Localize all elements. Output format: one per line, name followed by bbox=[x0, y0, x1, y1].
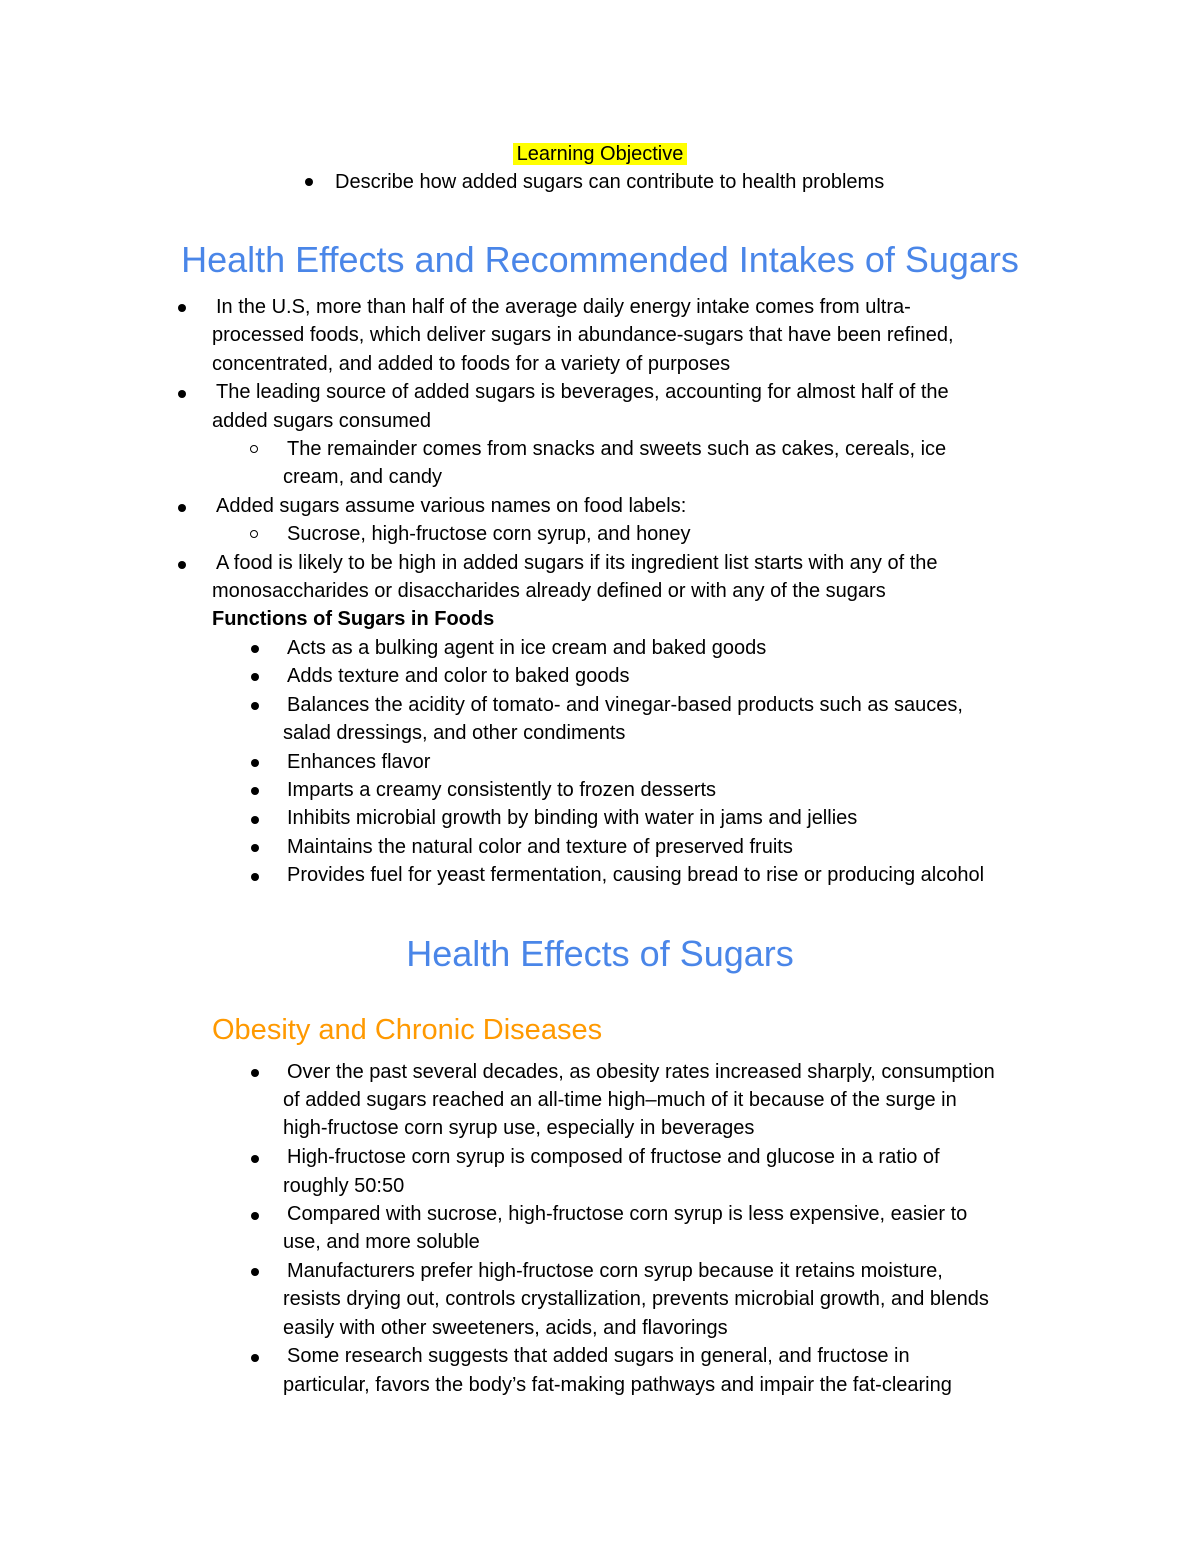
learning-objective-title: Learning Objective bbox=[0, 141, 1200, 167]
bullet-icon bbox=[251, 673, 259, 681]
list-item-line: Over the past several decades, as obesity rates increased sharply, consumption bbox=[287, 1061, 995, 1083]
list-item-line: concentrated, and added to foods for a variety of purposes bbox=[212, 353, 731, 375]
list-item-line: easily with other sweeteners, acids, and flavorings bbox=[283, 1317, 728, 1339]
list-item-line: high-fructose corn syrup use, especially in beverages bbox=[283, 1117, 755, 1139]
list-item-line: The leading source of added sugars is beverages, accounting for almost half of the bbox=[216, 381, 949, 403]
sub-bullet-icon bbox=[250, 530, 258, 538]
bullet-icon bbox=[251, 1155, 259, 1163]
list-item-line: resists drying out, controls crystallization, prevents microbial growth, and blends bbox=[283, 1288, 989, 1310]
function-item: Provides fuel for yeast fermentation, causing bread to rise or producing alcohol bbox=[287, 864, 985, 886]
function-item: Enhances flavor bbox=[287, 751, 431, 773]
list-item-line: of added sugars reached an all-time high–much of it because of the surge in bbox=[283, 1089, 957, 1111]
list-item-line: added sugars consumed bbox=[212, 410, 432, 432]
list-item-line: particular, favors the body’s fat-making pathways and impair the fat-clearing bbox=[283, 1374, 952, 1396]
bullet-icon bbox=[251, 873, 259, 881]
bullet-icon bbox=[178, 304, 186, 312]
functions-title: Functions of Sugars in Foods bbox=[212, 608, 495, 630]
bullet-icon bbox=[251, 645, 259, 653]
list-item-line: monosaccharides or disaccharides already defined or with any of the sugars bbox=[212, 580, 886, 602]
bullet-icon bbox=[251, 844, 259, 852]
bullet-icon bbox=[178, 561, 186, 569]
sub-list-item-line: The remainder comes from snacks and sweets such as cakes, cereals, ice bbox=[287, 438, 947, 460]
bullet-icon bbox=[251, 1268, 259, 1276]
function-item: Imparts a creamy consistently to frozen desserts bbox=[287, 779, 717, 801]
bullet-icon bbox=[251, 1354, 259, 1362]
bullet-icon bbox=[251, 702, 259, 710]
bullet-icon bbox=[178, 504, 186, 512]
bullet-icon bbox=[251, 1212, 259, 1220]
list-item-line: High-fructose corn syrup is composed of fructose and glucose in a ratio of bbox=[287, 1146, 940, 1168]
subsection-heading: Obesity and Chronic Diseases bbox=[212, 1014, 603, 1046]
sub-list-item-line: cream, and candy bbox=[283, 466, 442, 488]
function-item: Inhibits microbial growth by binding with water in jams and jellies bbox=[287, 807, 858, 829]
function-item: Balances the acidity of tomato- and vinegar-based products such as sauces, bbox=[287, 694, 963, 716]
bullet-icon bbox=[178, 390, 186, 398]
list-item-line: use, and more soluble bbox=[283, 1231, 480, 1253]
bullet-icon bbox=[251, 816, 259, 824]
sub-list-item-line: Sucrose, high-fructose corn syrup, and honey bbox=[287, 523, 691, 545]
bullet-icon bbox=[251, 1069, 259, 1077]
list-item-line: Manufacturers prefer high-fructose corn syrup because it retains moisture, bbox=[287, 1260, 943, 1282]
function-item: Adds texture and color to baked goods bbox=[287, 665, 630, 687]
list-item-line: A food is likely to be high in added sugars if its ingredient list starts with any of the bbox=[216, 552, 938, 574]
bullet-icon bbox=[305, 178, 313, 186]
list-item-line: Some research suggests that added sugars in general, and fructose in bbox=[287, 1345, 910, 1367]
function-item-line: salad dressings, and other condiments bbox=[283, 722, 626, 744]
list-item-line: processed foods, which deliver sugars in abundance-sugars that have been refined, bbox=[212, 324, 954, 346]
section-heading: Health Effects of Sugars bbox=[406, 933, 794, 974]
section-heading: Health Effects and Recommended Intakes of Sugars bbox=[181, 239, 1019, 280]
learning-objective-item: Describe how added sugars can contribute to health problems bbox=[335, 171, 885, 193]
list-item-line: Added sugars assume various names on food labels: bbox=[216, 495, 687, 517]
function-item: Maintains the natural color and texture of preserved fruits bbox=[287, 836, 793, 858]
list-item-line: roughly 50:50 bbox=[283, 1175, 405, 1197]
bullet-icon bbox=[251, 787, 259, 795]
function-item: Acts as a bulking agent in ice cream and baked goods bbox=[287, 637, 767, 659]
list-item-line: Compared with sucrose, high-fructose corn syrup is less expensive, easier to bbox=[287, 1203, 968, 1225]
sub-bullet-icon bbox=[250, 445, 258, 453]
bullet-icon bbox=[251, 759, 259, 767]
list-item-line: In the U.S, more than half of the average daily energy intake comes from ultra- bbox=[216, 296, 911, 318]
